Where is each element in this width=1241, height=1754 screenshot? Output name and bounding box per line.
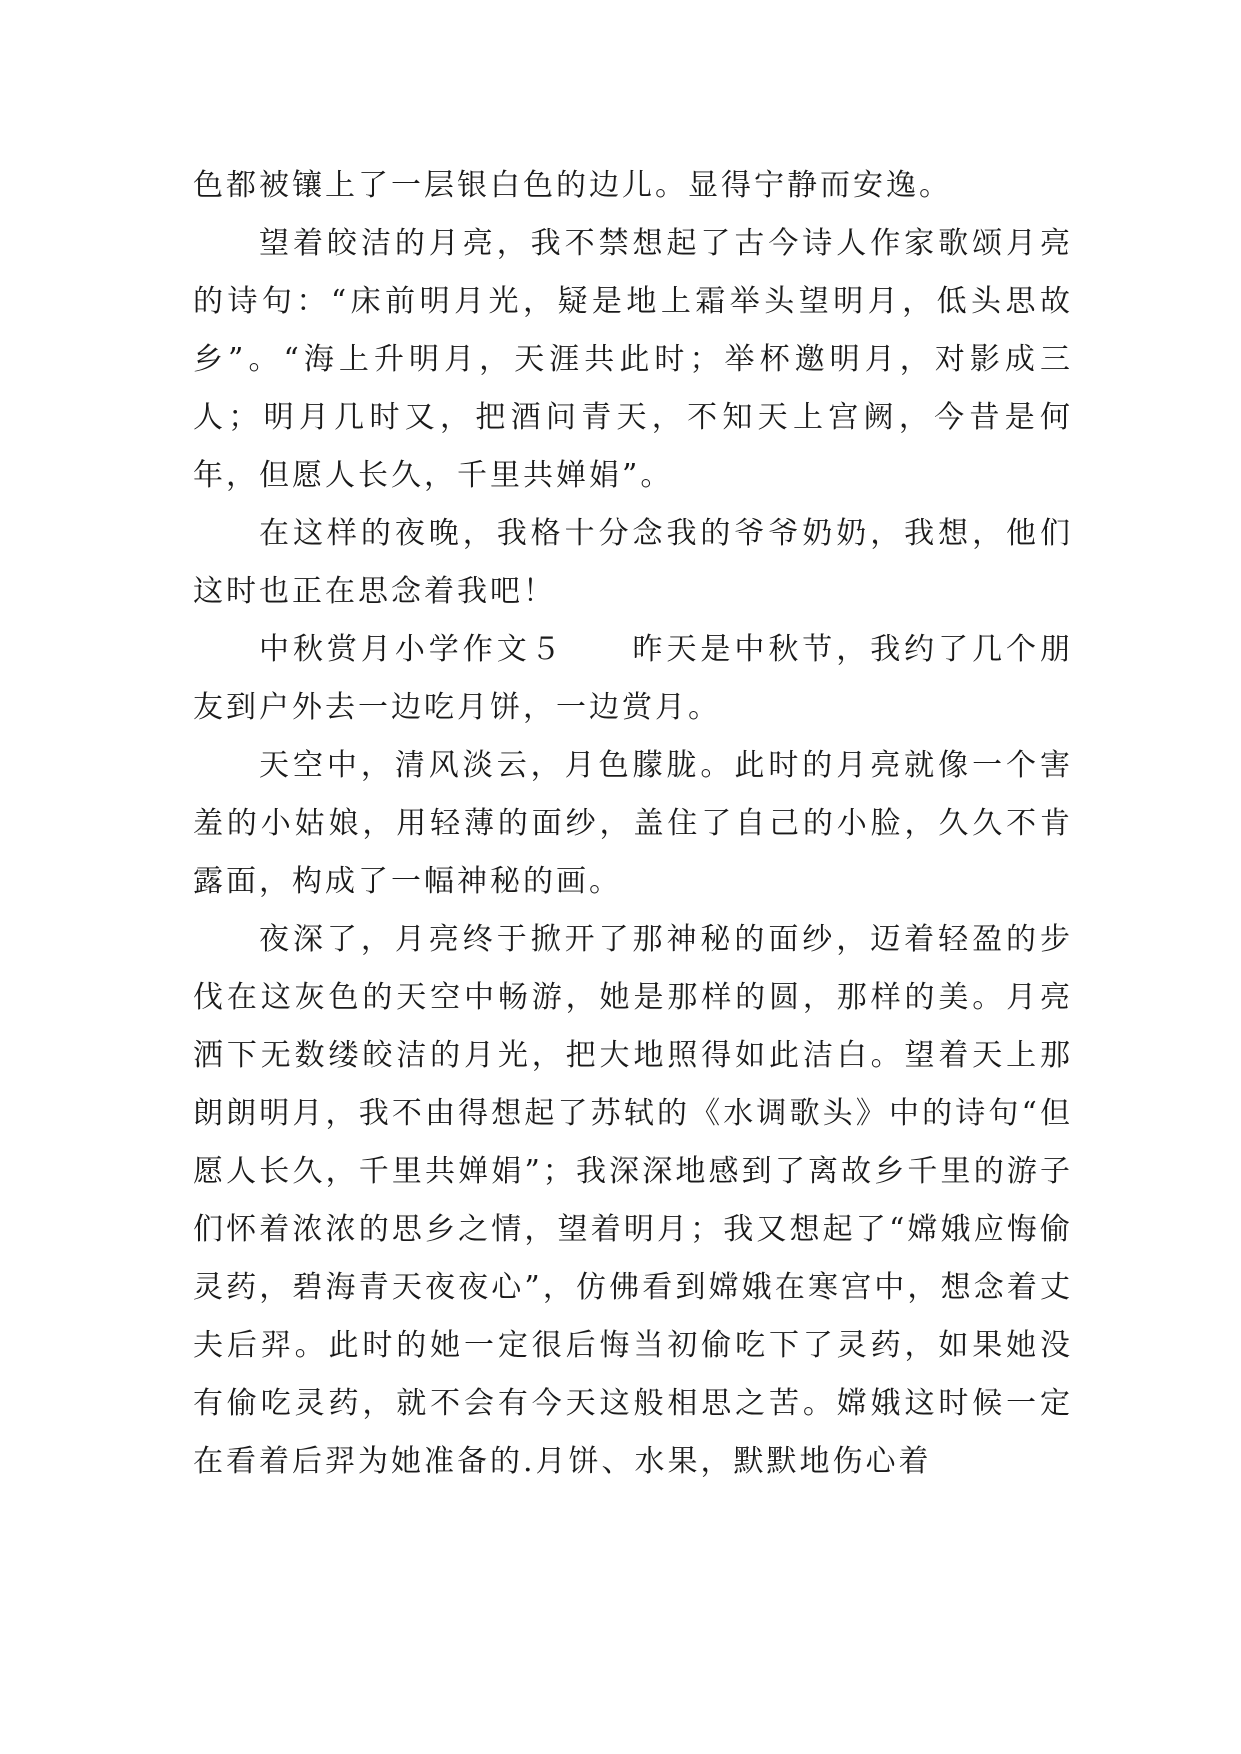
paragraph-continuation: 色都被镶上了一层银白色的边儿。显得宁静而安逸。 (193, 168, 952, 203)
paragraph-essay-5-heading: 中秋赏月小学作文５ 昨天是中秋节，我约了几个朋友到户外去一边吃月饼，一边赏月。 (193, 632, 1073, 725)
paragraph-night-moon: 夜深了，月亮终于掀开了那神秘的面纱，迈着轻盈的步伐在这灰色的天空中畅游，她是那样的圆，那样的美。月亮洒下无数缕皎洁的月光，把大地照得如此洁白。望着天上那朗朗明月，我不由得想起了苏轼的《水调歌头》中的诗句“但愿人长久，千里共婵娟”；我深深地感到了离故乡千里的游子们怀着浓浓的思乡之情，望着明月；我又想起了“嫦娥应悔偷灵药，碧海青天夜夜心”，仿佛看到嫦娥在寒宫中，想念着丈夫后羿。此时的她一定很后悔当初偷吃下了灵药，如果她没有偷吃灵药，就不会有今天这般相思之苦。嫦娥这时候一定在看着后羿为她准备的.月饼、水果，默默地伤心着 (193, 922, 1073, 1479)
paragraph-missing-grandparents: 在这样的夜晚，我格十分念我的爷爷奶奶，我想，他们这时也正在思念着我吧！ (193, 516, 1073, 609)
paragraph-moon-poems: 望着皎洁的月亮，我不禁想起了古今诗人作家歌颂月亮的诗句：“床前明月光，疑是地上霜举头望明月，低头思故乡”。“海上升明月，天涯共此时；举杯邀明月，对影成三人；明月几时又，把酒问青天，不知天上宫阙，今昔是何年，但愿人长久，千里共婵娟”。 (193, 226, 1073, 493)
document-body (193, 157, 1073, 1491)
paragraph-sky-description: 天空中，清风淡云，月色朦胧。此时的月亮就像一个害羞的小姑娘，用轻薄的面纱，盖住了自己的小脸，久久不肯露面，构成了一幅神秘的画。 (193, 748, 1073, 899)
